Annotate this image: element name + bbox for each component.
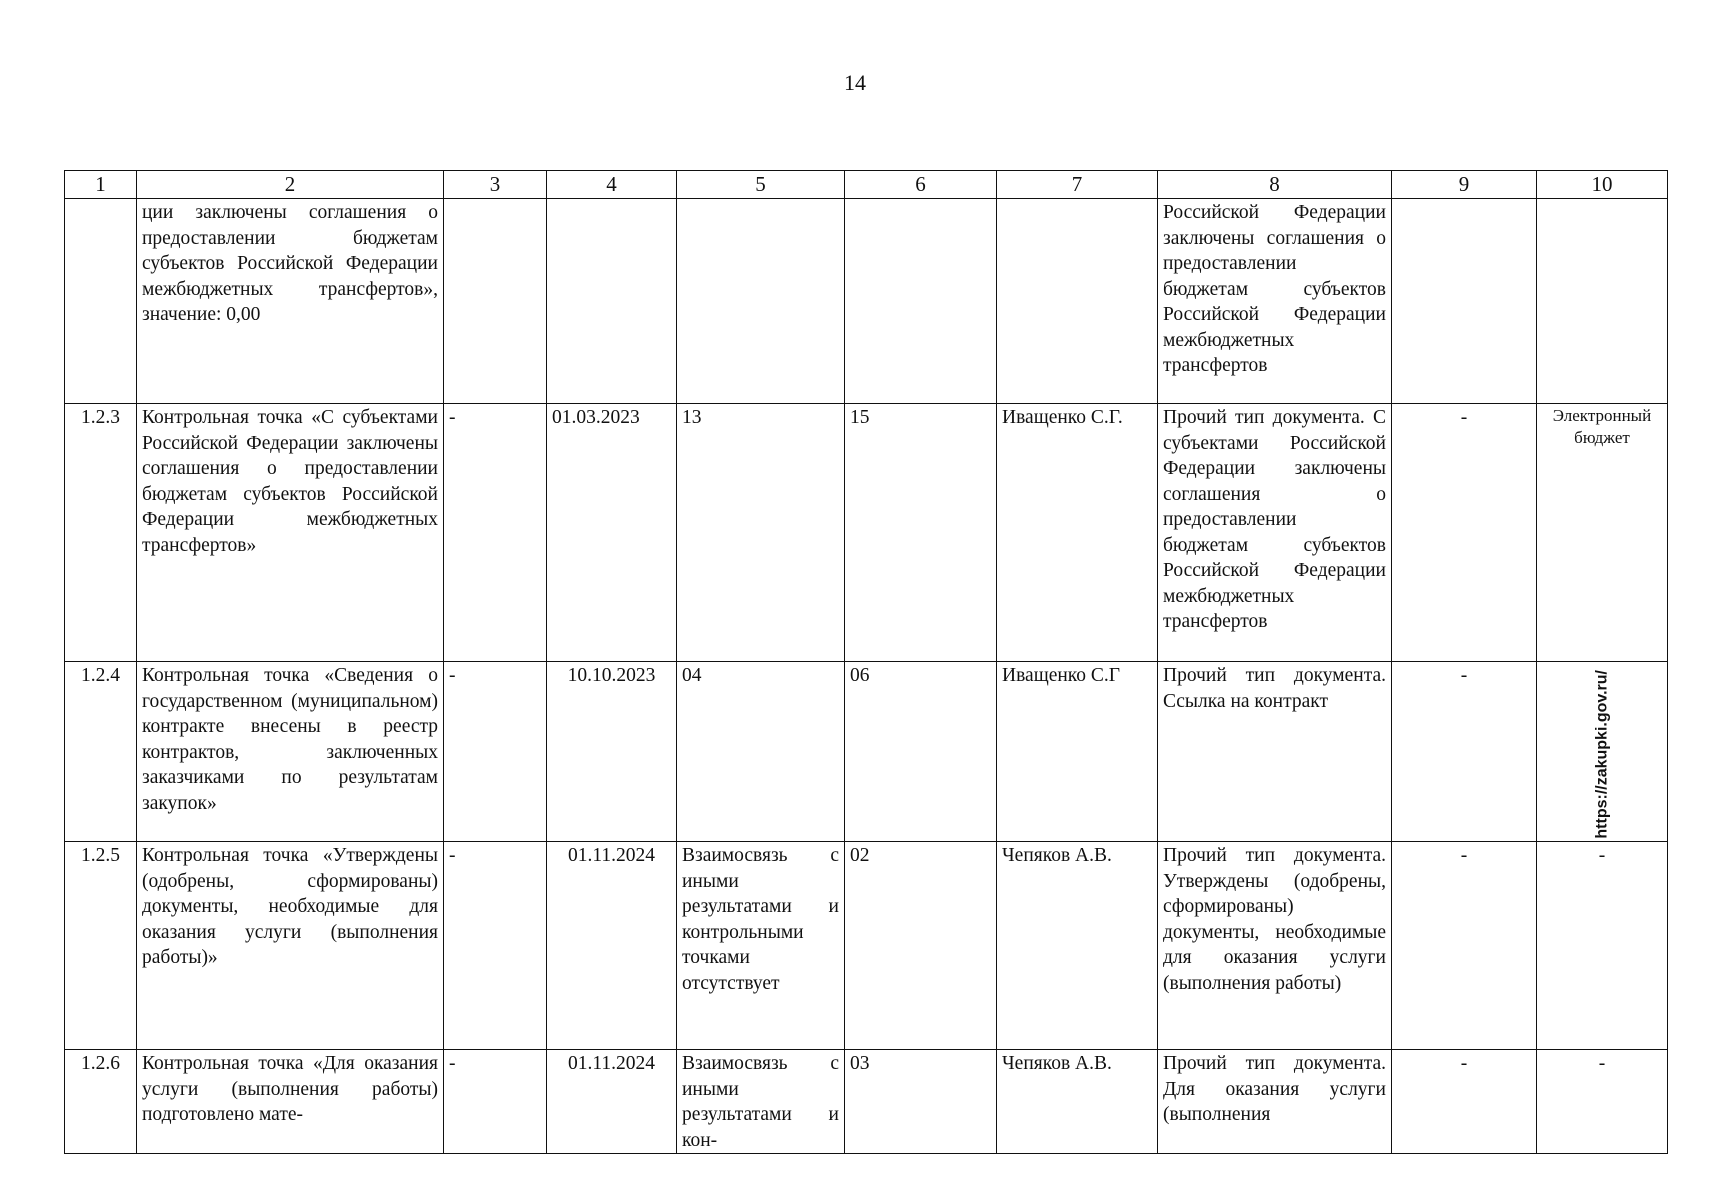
info-system — [1537, 199, 1668, 404]
col-header-3: 3 — [444, 171, 547, 199]
control-points-table — [64, 170, 1668, 1154]
document-type: Прочий тип документа. С субъектами Российской Федерации заключены соглашения о предоставлении бюджетам субъектов Российской Федерации межбюджетных трансфертов — [1158, 404, 1392, 662]
col-header-4: 4 — [547, 171, 677, 199]
table-row — [65, 842, 1668, 1050]
cell-col9 — [1392, 199, 1537, 404]
col-header-5: 5 — [677, 171, 845, 199]
col-header-10: 10 — [1537, 171, 1668, 199]
cell-col5: 04 — [677, 662, 845, 842]
row-number — [65, 199, 137, 404]
cell-col3: - — [444, 404, 547, 662]
document-type: Прочий тип документа. Утверждены (одобрены, сформированы) документы, необходимые для оказания услуги (выполнения работы) — [1158, 842, 1392, 1050]
col-header-8: 8 — [1158, 171, 1392, 199]
cell-col3: - — [444, 842, 547, 1050]
cell-col3 — [444, 199, 547, 404]
col-header-2: 2 — [137, 171, 444, 199]
cell-col6: 02 — [845, 842, 997, 1050]
responsible-person: Иващенко С.Г. — [997, 404, 1158, 662]
cell-col6 — [845, 199, 997, 404]
col-header-1: 1 — [65, 171, 137, 199]
table-row — [65, 404, 1668, 662]
cell-col6: 03 — [845, 1050, 997, 1154]
cell-col9: - — [1392, 842, 1537, 1050]
control-point-name: Контрольная точка «С субъектами Российской Федерации заключены соглашения о предоставлении бюджетам субъектов Российской Федерации межбюджетных трансфертов» — [137, 404, 444, 662]
control-point-name: Контрольная точка «Утверждены (одобрены, сформированы) документы, необходимые для оказания услуги (выполнения работы)» — [137, 842, 444, 1050]
col-header-6: 6 — [845, 171, 997, 199]
control-point-name: Контрольная точка «Сведения о государственном (муниципальном) контракте внесены в реестр контрактов, заключенных заказчиками по результатам закупок» — [137, 662, 444, 842]
document-type: Прочий тип документа. Ссылка на контракт — [1158, 662, 1392, 842]
col-header-7: 7 — [997, 171, 1158, 199]
cell-col5: 13 — [677, 404, 845, 662]
cell-col3: - — [444, 662, 547, 842]
row-number: 1.2.3 — [65, 404, 137, 662]
deadline-date: 01.11.2024 — [547, 842, 677, 1050]
info-system: - — [1537, 1050, 1668, 1154]
row-number: 1.2.4 — [65, 662, 137, 842]
responsible-person: Чепяков А.В. — [997, 1050, 1158, 1154]
cell-col6: 15 — [845, 404, 997, 662]
row-number: 1.2.5 — [65, 842, 137, 1050]
info-system: Электронный бюджет — [1537, 404, 1668, 662]
cell-col9: - — [1392, 1050, 1537, 1154]
header-row — [65, 171, 1668, 199]
responsible-person: Чепяков А.В. — [997, 842, 1158, 1050]
responsible-person: Иващенко С.Г — [997, 662, 1158, 842]
deadline-date: 10.10.2023 — [547, 662, 677, 842]
cell-col3: - — [444, 1050, 547, 1154]
page-number: 14 — [844, 70, 866, 95]
linkage-note: Взаимосвязь с иными результатами и кон- — [677, 1050, 845, 1154]
cell-col6: 06 — [845, 662, 997, 842]
table-row — [65, 199, 1668, 404]
deadline-date: 01.11.2024 — [547, 1050, 677, 1154]
cell-col9: - — [1392, 404, 1537, 662]
row-number: 1.2.6 — [65, 1050, 137, 1154]
zakupki-link[interactable]: https://zakupki.gov.ru/ — [1593, 670, 1611, 839]
document-type: Прочий тип документа. Для оказания услуги (выполнения — [1158, 1050, 1392, 1154]
control-point-name: Контрольная точка «Для оказания услуги (выполнения работы) подготовлено мате- — [137, 1050, 444, 1154]
table-row — [65, 1050, 1668, 1154]
cell-col9: - — [1392, 662, 1537, 842]
linkage-note: Взаимосвязь с иными результатами и контрольными точками отсутствует — [677, 842, 845, 1050]
control-point-name: ции заключены соглашения о предоставлении бюджетам субъектов Российской Федерации межбюджетных трансфертов», значение: 0,00 — [137, 199, 444, 404]
document-type: Российской Федерации заключены соглашения о предоставлении бюджетам субъектов Российской Федерации межбюджетных трансфертов — [1158, 199, 1392, 404]
col-header-9: 9 — [1392, 171, 1537, 199]
info-system — [1537, 662, 1668, 842]
deadline-date: 01.03.2023 — [547, 404, 677, 662]
info-system: - — [1537, 842, 1668, 1050]
deadline-date — [547, 199, 677, 404]
table-row — [65, 662, 1668, 842]
cell-col5 — [677, 199, 845, 404]
responsible-person — [997, 199, 1158, 404]
